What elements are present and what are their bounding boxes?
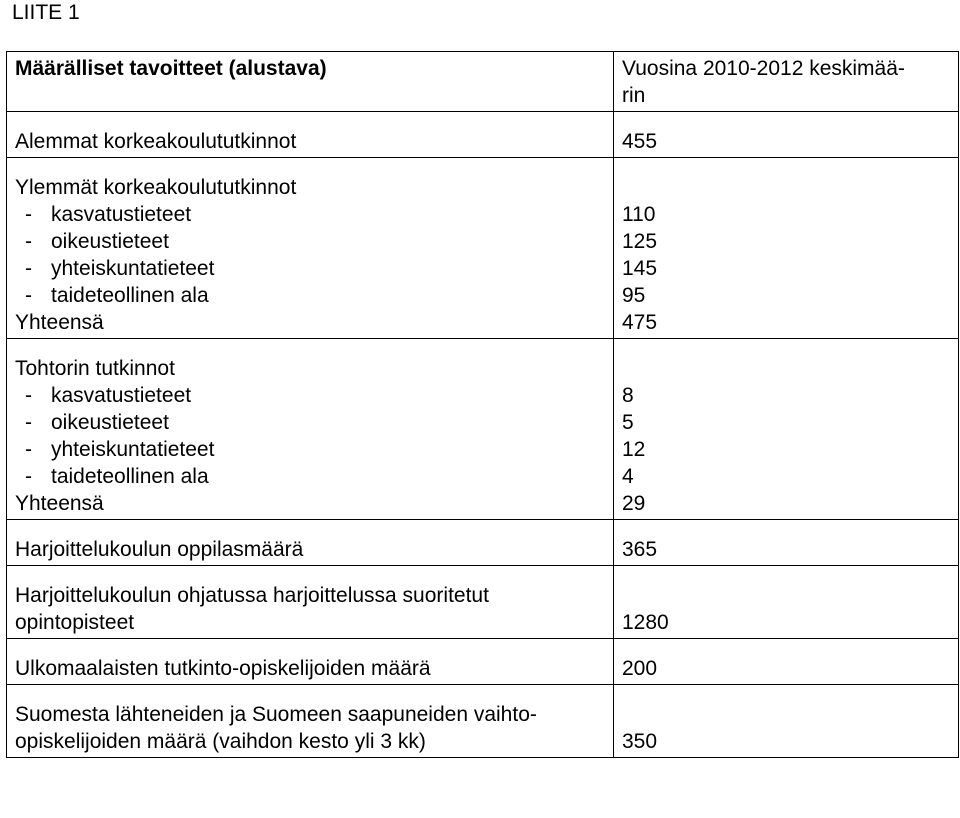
higher-degrees-label-cell	[7, 158, 614, 339]
training-school-credits-label-line2: opintopisteet	[15, 611, 135, 634]
list-item: - yhteiskuntatieteet	[25, 438, 215, 461]
appendix-label: LIITE 1	[12, 1, 80, 24]
exchange-students-label-line1: Suomesta lähteneiden ja Suomeen saapuneiden vaihto-	[15, 703, 537, 726]
header-left-cell	[7, 52, 614, 112]
training-school-credits-value-cell	[614, 566, 959, 639]
list-item-value: 8	[622, 384, 634, 407]
table-row	[7, 339, 959, 520]
list-item-value: 12	[622, 438, 646, 461]
header-right-cell	[614, 52, 959, 112]
list-item: - yhteiskuntatieteet	[25, 257, 215, 280]
doctoral-degrees-label-cell	[7, 339, 614, 520]
list-item: - kasvatustieteet	[25, 384, 192, 407]
list-item-value: 95	[622, 284, 646, 307]
higher-degrees-total-value: 475	[622, 311, 658, 334]
list-item: - taideteollinen ala	[25, 284, 209, 307]
lower-degrees-label: Alemmat korkeakoulututkinnot	[15, 130, 297, 153]
higher-degrees-title: Ylemmät korkeakoulututkinnot	[15, 176, 297, 199]
lower-degrees-value-cell	[614, 112, 959, 158]
list-item: - taideteollinen ala	[25, 465, 209, 488]
header-period-line2: rin	[622, 84, 646, 107]
exchange-students-value-cell	[614, 685, 959, 758]
table-row	[7, 158, 959, 339]
training-school-pupils-label-cell	[7, 520, 614, 566]
list-item: - kasvatustieteet	[25, 203, 192, 226]
foreign-students-label: Ulkomaalaisten tutkinto-opiskelijoiden määrä	[15, 657, 431, 680]
list-item-value: 5	[622, 411, 634, 434]
list-item-value: 125	[622, 230, 658, 253]
training-school-pupils-label: Harjoittelukoulun oppilasmäärä	[15, 538, 304, 561]
doctoral-degrees-title: Tohtorin tutkinnot	[15, 357, 175, 380]
table-row	[7, 566, 959, 639]
list-item-value: 4	[622, 465, 634, 488]
list-item-value: 145	[622, 257, 658, 280]
higher-degrees-value-cell	[614, 158, 959, 339]
higher-degrees-total-label: Yhteensä	[15, 311, 104, 334]
exchange-students-label-cell	[7, 685, 614, 758]
exchange-students-label-line2: opiskelijoiden määrä (vaihdon kesto yli 3 kk)	[15, 730, 426, 753]
targets-table	[6, 51, 959, 758]
foreign-students-value: 200	[622, 657, 658, 680]
lower-degrees-value: 455	[622, 130, 658, 153]
doctoral-degrees-value-cell	[614, 339, 959, 520]
lower-degrees-label-cell	[7, 112, 614, 158]
table-row	[7, 520, 959, 566]
list-item: - oikeustieteet	[25, 411, 169, 434]
header-period-line1: Vuosina 2010-2012 keskimää-	[622, 57, 905, 80]
table-row	[7, 685, 959, 758]
doctoral-degrees-total-label: Yhteensä	[15, 492, 104, 515]
training-school-pupils-value-cell	[614, 520, 959, 566]
training-school-credits-label-line1: Harjoittelukoulun ohjatussa harjoittelussa suoritetut	[15, 584, 489, 607]
list-item-value: 110	[622, 203, 656, 226]
training-school-credits-value: 1280	[622, 611, 669, 634]
header-title: Määrälliset tavoitteet (alustava)	[15, 57, 327, 80]
list-item: - oikeustieteet	[25, 230, 169, 253]
table-header-row	[7, 52, 959, 112]
training-school-pupils-value: 365	[622, 538, 658, 561]
doctoral-degrees-total-value: 29	[622, 492, 646, 515]
training-school-credits-label-cell	[7, 566, 614, 639]
exchange-students-value: 350	[622, 730, 658, 753]
table-row	[7, 112, 959, 158]
table-row	[7, 639, 959, 685]
foreign-students-value-cell	[614, 639, 959, 685]
foreign-students-label-cell	[7, 639, 614, 685]
